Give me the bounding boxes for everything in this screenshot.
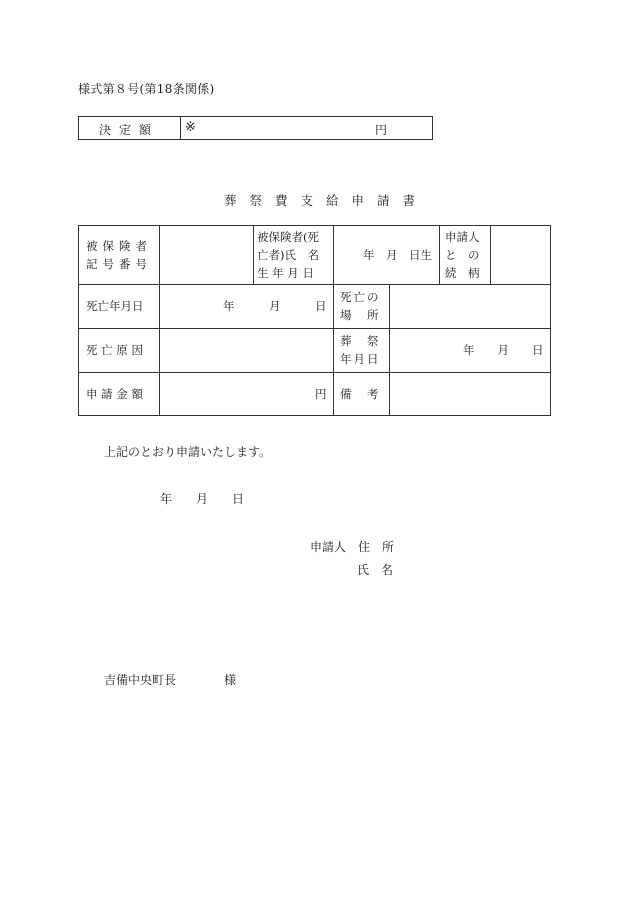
death-place-label-line1: 死亡の	[340, 290, 381, 304]
row-divider-1	[79, 284, 550, 285]
decision-yen-unit: 円	[375, 123, 388, 137]
death-place-label-line2: 場 所	[340, 308, 381, 322]
insured-name-label-line2: 亡者)氏 名	[257, 248, 319, 262]
col-divider-middle	[333, 226, 334, 415]
relation-label-line1: 申請人	[445, 230, 480, 244]
applicant-address-label: 申請人 住 所	[310, 540, 395, 554]
application-statement: 上記のとおり申請いたします。	[104, 445, 272, 459]
col-divider-name-label	[253, 226, 254, 284]
application-date: 年 月 日	[160, 492, 245, 506]
death-cause-label: 死 亡 原 因	[86, 343, 143, 357]
col-divider-right-label	[389, 284, 390, 415]
decision-reference-mark: ※	[185, 120, 196, 135]
col-divider-label	[159, 226, 160, 415]
decision-box-divider	[180, 117, 181, 139]
applicant-name-label: 氏 名	[357, 563, 394, 577]
application-table	[78, 225, 551, 416]
funeral-date-label-line2: 年月日	[340, 352, 381, 366]
form-number: 様式第８号(第18条関係)	[78, 82, 215, 96]
col-divider-birth	[439, 226, 440, 284]
decision-amount-box	[78, 116, 433, 140]
requested-amount-label: 申 請 金 額	[86, 387, 143, 401]
row-divider-2	[79, 328, 550, 329]
row-divider-3	[79, 372, 550, 373]
insured-birth-label-line3: 生 年 月 日	[257, 266, 314, 280]
death-date-label: 死亡年月日	[86, 299, 144, 313]
funeral-date-value: 年 月 日	[463, 343, 544, 357]
remarks-label: 備 考	[340, 387, 381, 401]
funeral-date-label-line1: 葬 祭	[340, 334, 381, 348]
birth-date-value: 年 月 日生	[363, 248, 432, 262]
insured-number-label-line1: 被保険者	[86, 239, 152, 253]
insured-number-label-line2: 記号番号	[86, 257, 152, 271]
requested-amount-yen: 円	[315, 387, 327, 401]
col-divider-relation	[490, 226, 491, 284]
document-title: 葬祭費支給申請書	[224, 193, 429, 208]
insured-name-label-line1: 被保険者(死	[257, 230, 319, 244]
addressee: 吉備中央町長 様	[104, 673, 237, 687]
relation-label-line2: と の	[445, 248, 480, 262]
relation-label-line3: 続 柄	[445, 266, 480, 280]
death-date-value: 年 月 日	[223, 299, 327, 313]
decision-amount-label: 決定額	[99, 123, 160, 137]
